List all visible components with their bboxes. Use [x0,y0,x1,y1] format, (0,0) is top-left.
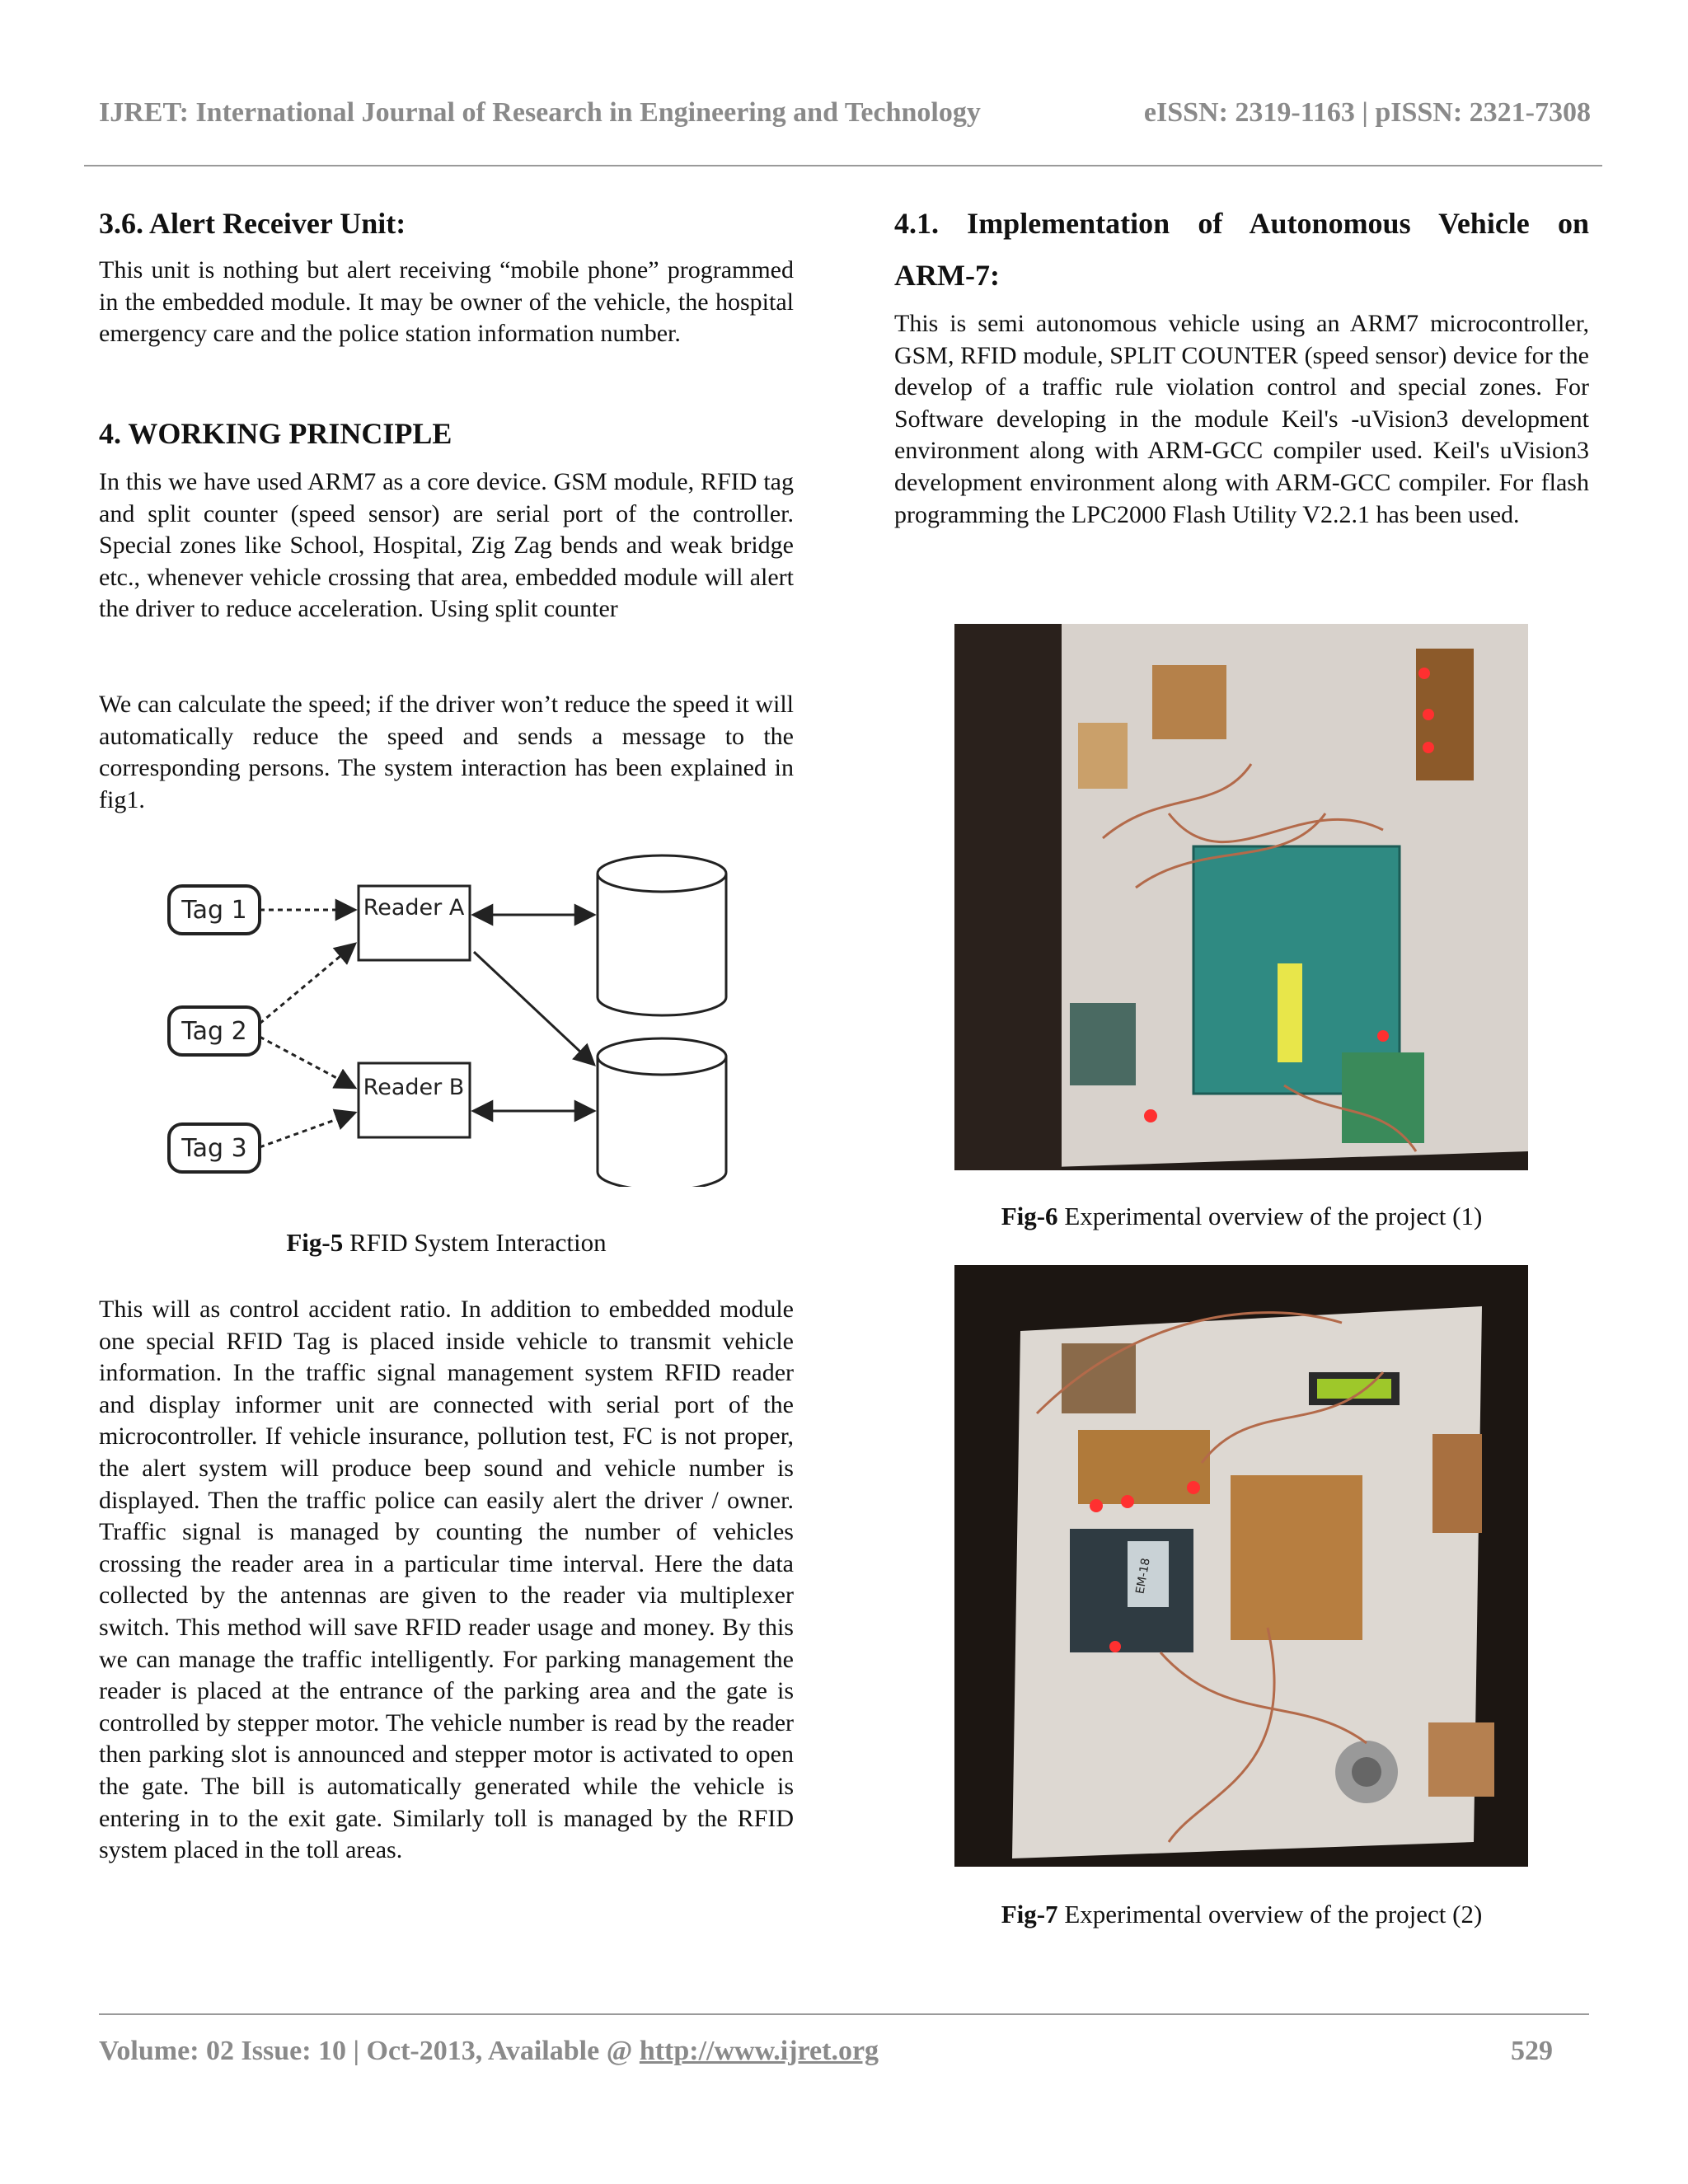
fig-6-label: Fig-6 [1001,1202,1058,1230]
database-b [598,1038,726,1187]
section-4-paragraph-3: This will as control accident ratio. In addition to embedded module one special RFID Tag is placed inside vehicle to transmit vehicle information. In the traffic signal management system RFID reader and display informer unit are connected with serial port of the microcontroller. If vehicle insurance, pollution test, FC is not proper, the alert system will produce beep sound and vehicle number is displayed. Then the traffic police can easily alert the driver / owner. Traffic signal is managed by counting the number of vehicles crossing the reader area in a particular time interval. Here the data collected by the antennas are given to the reader via multiplexer switch. This method will save RFID reader usage and money. By this we can manage the traffic intelligently. For parking management the reader is placed at the entrance of the parking area and the gate is controlled by stepper motor. The vehicle number is read by the reader then parking slot is announced and stepper motor is activated to open the gate. The bill is automatically generated while the vehicle is entering in to the exit gate. Similarly toll is managed by the RFID system placed in the toll areas. [99,1296,794,1864]
tag-3-label: Tag 3 [181,1134,247,1163]
fig-7-caption [894,1900,1589,1929]
section-4-paragraph-1: In this we have used ARM7 as a core device. GSM module, RFID tag and split counter (speed sensor) are serial port of the controller. Special zones like School, Hospital, Zig Zag bends and weak bridge etc., whenever vehicle crossing that area, embedded module will alert the driver to reduce acceleration. Using split counter [99,468,794,623]
fig-7-label: Fig-7 [1001,1900,1058,1929]
volume-info [99,2036,879,2067]
database-a [598,855,726,1015]
link-tag2-readerB [260,1037,355,1088]
rfid-diagram [161,849,734,1187]
reader-a-label: Reader A [363,895,465,921]
fig-6-caption-text: Experimental overview of the project (1) [1057,1202,1483,1230]
fig-7-caption-text: Experimental overview of the project (2) [1057,1900,1483,1929]
header-divider [84,165,1602,166]
journal-link[interactable]: http://www.ijret.org [639,2036,879,2066]
page-footer [99,2036,1553,2067]
em18-label: EM-18 [1133,1557,1153,1596]
section-4-paragraph-2: We can calculate the speed; if the driver won’t reduce the speed it will automatically reduce the speed and sends a message to the corresponding persons. The system interaction has been explained in fig1. [99,691,794,813]
section-4-1-heading-line-1: 4.1. Implementation of Autonomous Vehicle on [894,207,1589,240]
fig-5-caption-text: RFID System Interaction [343,1228,607,1257]
section-4-1-heading-line-2: ARM-7: [894,259,1000,292]
volume-text: Volume: 02 Issue: 10 | Oct-2013, Available @ [99,2036,640,2066]
tag-1-label: Tag 1 [181,896,247,925]
footer-divider [99,2013,1589,2015]
link-tag2-readerA [260,944,355,1024]
link-readerA-dbB [474,952,594,1065]
fig-5-caption [99,1228,794,1258]
page-number: 529 [1511,2036,1553,2066]
section-4-heading: 4. WORKING PRINCIPLE [99,417,452,450]
journal-name: IJRET: International Journal of Research in Engineering and Technology [99,97,981,128]
page-header [99,97,1591,129]
section-4-1-paragraph: This is semi autonomous vehicle using an ARM7 microcontroller, GSM, RFID module, SPLIT COUNTER (speed sensor) device for the develop of a traffic rule violation control and special zones. For Software developing in the module Keil's -uVision3 development environment along with ARM-GCC compiler used. Keil's uVision3 development environment along with ARM-GCC compiler. For flash programming the LPC2000 Flash Utility V2.2.1 has been used. [894,310,1589,528]
section-3-6-heading: 3.6. Alert Receiver Unit: [99,207,406,240]
fig-7-photo [954,1265,1528,1867]
fig-5-label: Fig-5 [286,1228,344,1257]
section-3-6-paragraph: This unit is nothing but alert receiving “mobile phone” programmed in the embedded module. It may be owner of the vehicle, the hospital emergency care and the police station information number. [99,256,794,348]
tag-2-label: Tag 2 [181,1017,247,1046]
reader-b-label: Reader B [363,1075,465,1100]
fig-6-caption [894,1202,1589,1231]
issn-info: eISSN: 2319-1163 | pISSN: 2321-7308 [1143,97,1591,128]
fig-6-photo [954,624,1528,1170]
link-tag3-readerB [260,1113,355,1147]
